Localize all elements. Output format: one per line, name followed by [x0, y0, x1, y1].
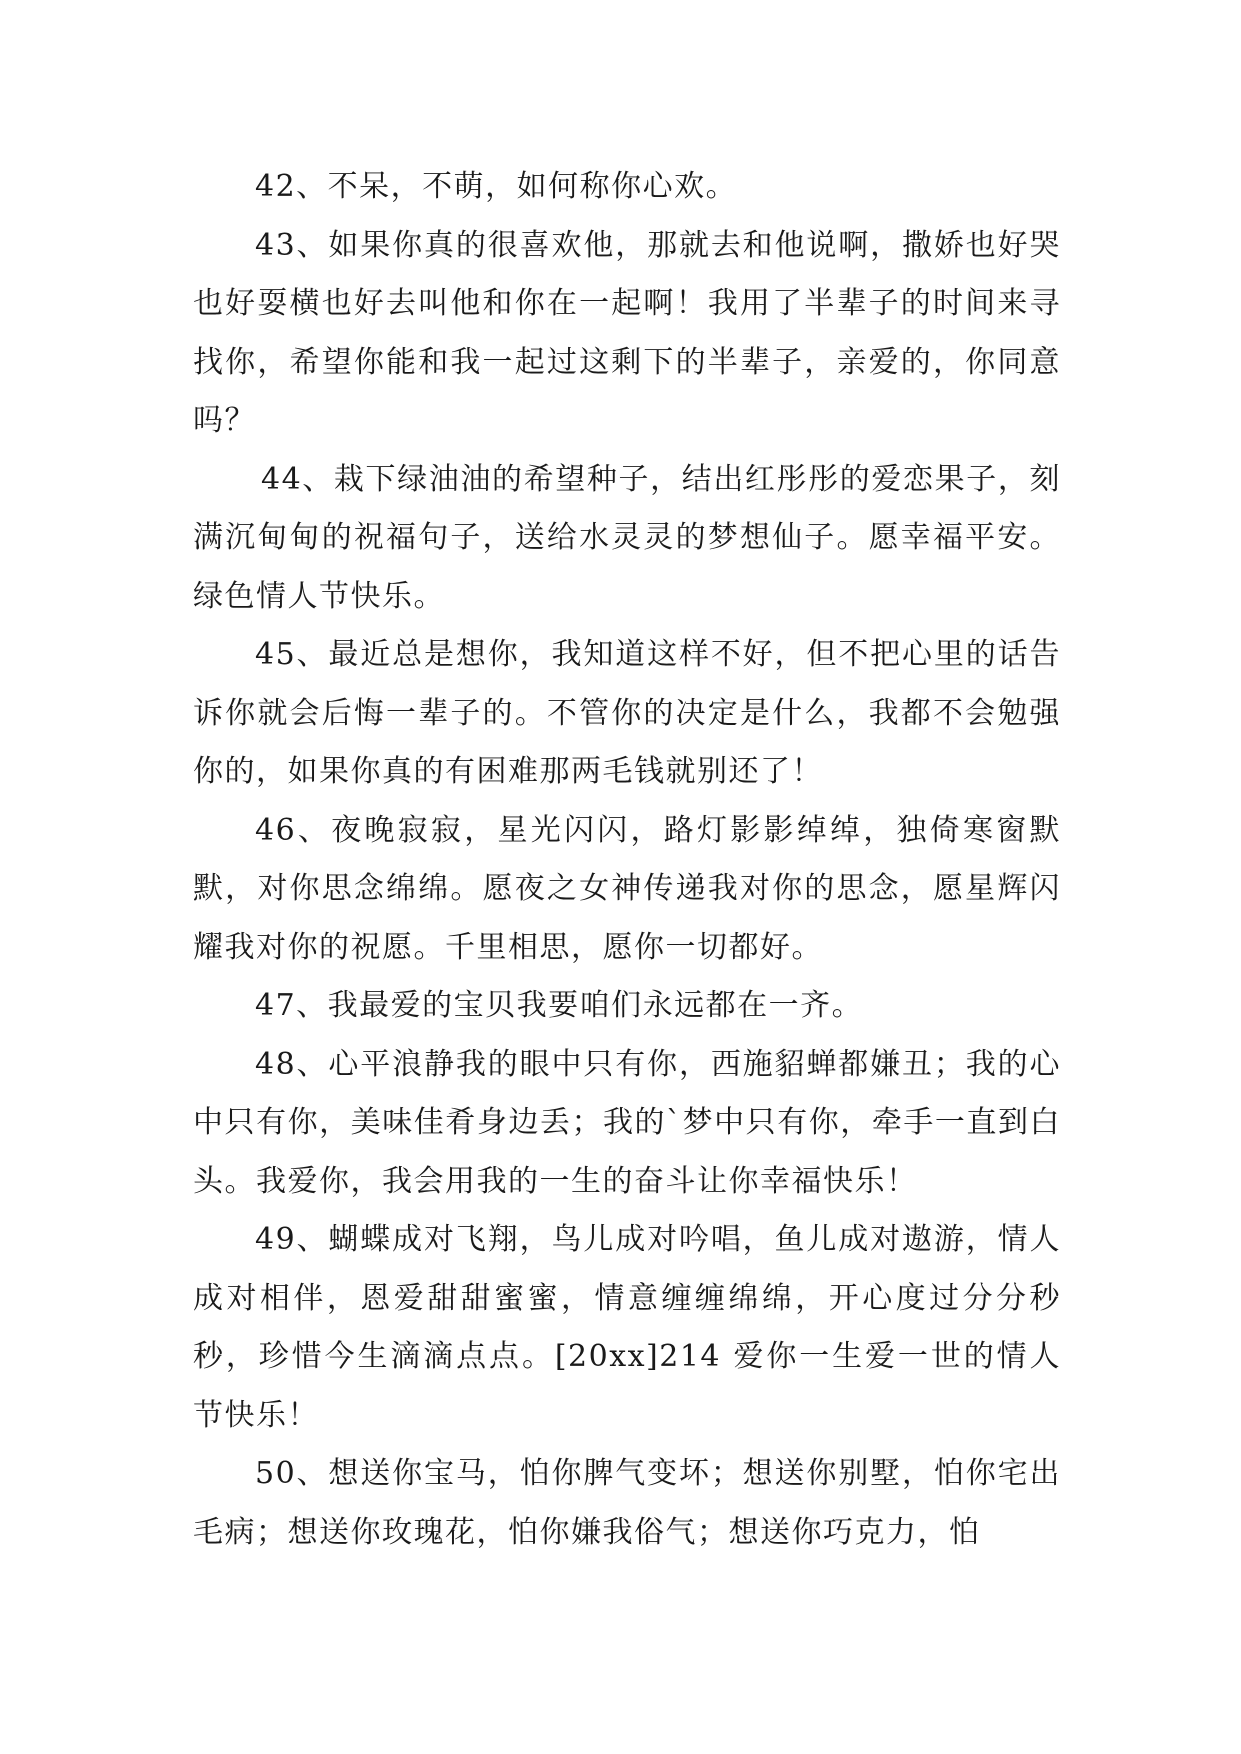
paragraph-48: 48、心平浪静我的眼中只有你，西施貂蝉都嫌丑；我的心中只有你，美味佳肴身边丢；我的`梦中只有你，牵手一直到白头。我爱你，我会用我的一生的奋斗让你幸福快乐！ — [193, 1046, 1061, 1199]
paragraph-50: 50、想送你宝马，怕你脾气变坏；想送你别墅，怕你宅出毛病；想送你玫瑰花，怕你嫌我俗气；想送你巧克力，怕 — [193, 1456, 1061, 1550]
paragraph-43: 43、如果你真的很喜欢他，那就去和他说啊，撒娇也好哭也好耍横也好去叫他和你在一起啊！我用了半辈子的时间来寻找你，希望你能和我一起过这剩下的半辈子，亲爱的，你同意吗？ — [193, 227, 1061, 438]
paragraph-45: 45、最近总是想你，我知道这样不好，但不把心里的话告诉你就会后悔一辈子的。不管你的决定是什么，我都不会勉强你的，如果你真的有困难那两毛钱就别还了！ — [193, 637, 1061, 789]
document-body — [193, 158, 1061, 1562]
paragraph-49: 49、蝴蝶成对飞翔，鸟儿成对吟唱，鱼儿成对遨游，情人成对相伴，恩爱甜甜蜜蜜，情意缠缠绵绵，开心度过分分秒秒，珍惜今生滴滴点点。[20xx]214 爱你一生爱一世的情人节快乐！ — [193, 1222, 1061, 1433]
paragraph-42: 42、不呆，不萌，如何称你心欢。 — [255, 169, 738, 204]
paragraph-46: 46、夜晚寂寂，星光闪闪，路灯影影绰绰，独倚寒窗默默，对你思念绵绵。愿夜之女神传递我对你的思念，愿星辉闪耀我对你的祝愿。千里相思，愿你一切都好。 — [193, 812, 1061, 965]
paragraph-47: 47、我最爱的宝贝我要咱们永远都在一齐。 — [255, 988, 864, 1023]
paragraph-44: 44、栽下绿油油的希望种子，结出红彤彤的爱恋果子，刻满沉甸甸的祝福句子，送给水灵灵的梦想仙子。愿幸福平安。绿色情人节快乐。 — [193, 461, 1061, 614]
